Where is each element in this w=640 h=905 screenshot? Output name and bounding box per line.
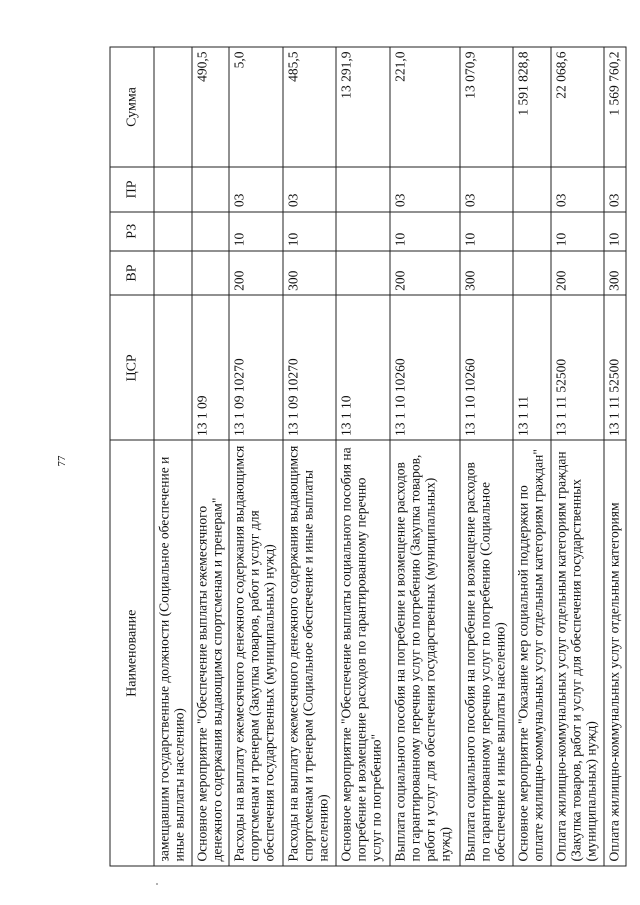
cell-pr	[336, 167, 390, 212]
cell-sum	[154, 47, 192, 167]
cell-pr: 03	[460, 167, 514, 212]
budget-table	[110, 47, 627, 867]
cell-vr: 200	[390, 251, 460, 296]
cell-rz: 10	[604, 212, 626, 251]
cell-pr: 03	[604, 167, 626, 212]
cell-sum: 5,0	[229, 47, 283, 167]
budget-table-rotated	[110, 47, 627, 867]
cell-csr: 13 1 11 52500	[604, 295, 626, 440]
table-row	[551, 47, 605, 866]
cell-vr: 300	[460, 251, 514, 296]
header-csr: ЦСР	[110, 295, 154, 440]
cell-vr: 300	[604, 251, 626, 296]
cell-csr: 13 1 11 52500	[551, 295, 605, 440]
cell-sum: 485,5	[283, 47, 337, 167]
cell-rz	[192, 212, 230, 251]
table-row	[390, 47, 460, 866]
cell-vr: 200	[229, 251, 283, 296]
cell-pr: 03	[229, 167, 283, 212]
cell-sum: 1 591 828,8	[513, 47, 551, 167]
cell-name: замещавшим государственные должности (Социальное обеспечение и иные выплаты населению)	[154, 440, 192, 866]
table-row	[336, 47, 390, 866]
table-row	[229, 47, 283, 866]
cell-rz	[336, 212, 390, 251]
cell-rz	[513, 212, 551, 251]
cell-pr: 03	[551, 167, 605, 212]
cell-sum: 22 068,6	[551, 47, 605, 167]
cell-name: Основное мероприятие "Обеспечение выплаты ежемесячного денежного содержания выдающимся спортсменам и тренерам"	[192, 440, 230, 866]
header-vr: ВР	[110, 251, 154, 296]
cell-pr: 03	[390, 167, 460, 212]
cell-sum: 13 291,9	[336, 47, 390, 167]
cell-rz: 10	[229, 212, 283, 251]
table-row	[154, 47, 192, 866]
cell-csr: 13 1 09 10270	[229, 295, 283, 440]
cell-vr: 200	[551, 251, 605, 296]
cell-pr	[154, 167, 192, 212]
cell-vr	[192, 251, 230, 296]
cell-sum: 221,0	[390, 47, 460, 167]
cell-rz: 10	[283, 212, 337, 251]
cell-csr: 13 1 09 10270	[283, 295, 337, 440]
cell-vr	[336, 251, 390, 296]
header-sum: Сумма	[110, 47, 154, 167]
table-row	[604, 47, 626, 866]
cell-csr	[154, 295, 192, 440]
cell-name: Основное мероприятие "Обеспечение выплаты социального пособия на погребение и возмещение расходов по гарантированному перечню услуг по погребению"	[336, 440, 390, 866]
cell-name: Выплата социального пособия на погребение и возмещение расходов по гарантированному перечню услуг по погребению (Закупка товаров, работ и услуг для обеспечения государственных (муниципальных) нужд)	[390, 440, 460, 866]
cell-name: Оплата жилищно-коммунальных услуг отдельным категориям граждан (Закупка товаров, работ и услуг для обеспечения государственных (муниципальных) нужд)	[551, 440, 605, 866]
cell-name: Оплата жилищно-коммунальных услуг отдельным категориям	[604, 440, 626, 866]
scan-speck	[156, 883, 158, 885]
page-number: 77	[56, 455, 68, 467]
cell-name: Расходы на выплату ежемесячного денежного содержания выдающимся спортсменам и тренерам (Социальное обеспечение и иные выплаты населению)	[283, 440, 337, 866]
cell-pr	[513, 167, 551, 212]
header-pr: ПР	[110, 167, 154, 212]
table-row	[192, 47, 230, 866]
cell-rz: 10	[551, 212, 605, 251]
cell-pr: 03	[283, 167, 337, 212]
cell-csr: 13 1 10 10260	[460, 295, 514, 440]
cell-sum: 1 569 760,2	[604, 47, 626, 167]
cell-pr	[192, 167, 230, 212]
cell-rz: 10	[390, 212, 460, 251]
cell-name: Выплата социального пособия на погребение и возмещение расходов по гарантированному перечню услуг по погребению (Социальное обеспечение и иные выплаты населению)	[460, 440, 514, 866]
cell-vr	[154, 251, 192, 296]
cell-rz: 10	[460, 212, 514, 251]
cell-csr: 13 1 10 10260	[390, 295, 460, 440]
cell-name: Расходы на выплату ежемесячного денежного содержания выдающимся спортсменам и тренерам (Закупка товаров, работ и услуг для обеспечения государственных (муниципальных) нужд)	[229, 440, 283, 866]
cell-vr: 300	[283, 251, 337, 296]
cell-rz	[154, 212, 192, 251]
header-rz: РЗ	[110, 212, 154, 251]
cell-name: Основное мероприятие "Оказание мер социальной поддержки по оплате жилищно-коммунальных услуг отдельным категориям граждан"	[513, 440, 551, 866]
cell-csr: 13 1 09	[192, 295, 230, 440]
cell-csr: 13 1 10	[336, 295, 390, 440]
table-row	[460, 47, 514, 866]
cell-vr	[513, 251, 551, 296]
cell-sum: 490,5	[192, 47, 230, 167]
header-row	[110, 47, 154, 866]
table-row	[283, 47, 337, 866]
header-name: Наименование	[110, 440, 154, 866]
cell-sum: 13 070,9	[460, 47, 514, 167]
table-row	[513, 47, 551, 866]
cell-csr: 13 1 11	[513, 295, 551, 440]
